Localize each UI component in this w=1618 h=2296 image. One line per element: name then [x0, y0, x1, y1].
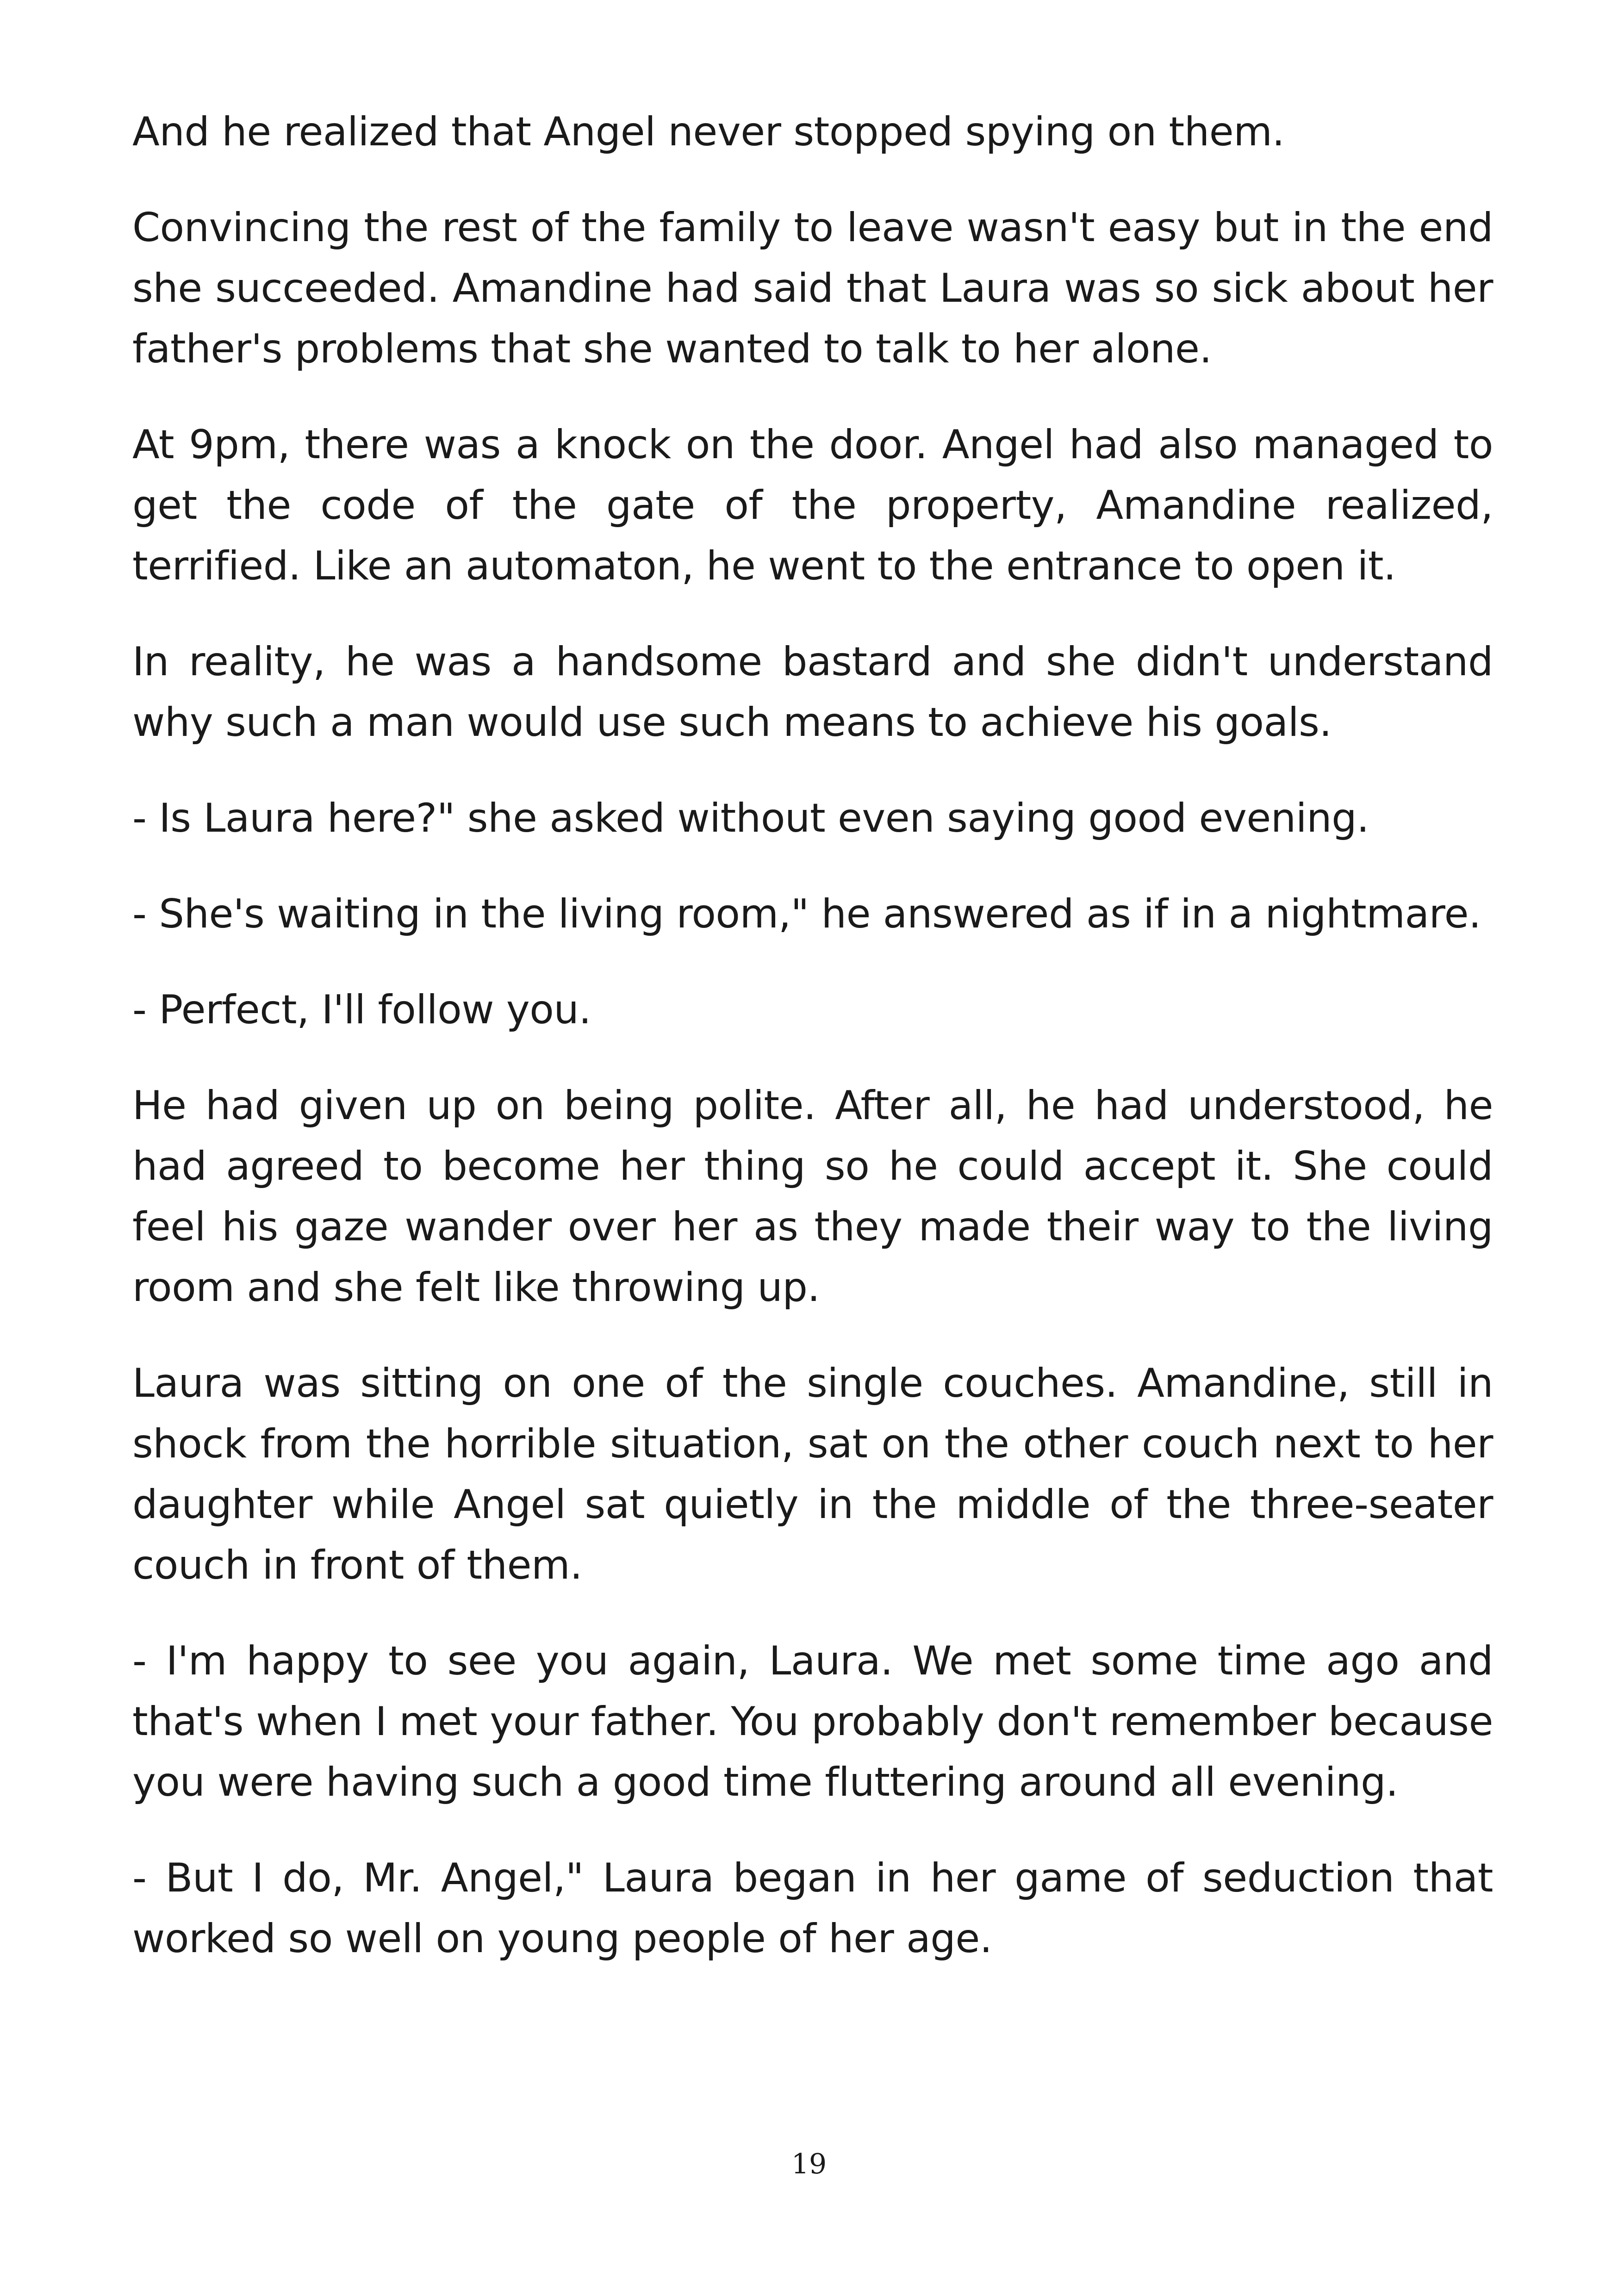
paragraph-5: - Is Laura here?" she asked without even saying good evening. [132, 795, 1369, 841]
paragraph-1: And he realized that Angel never stopped spying on them. [132, 109, 1285, 155]
paragraph-6: - She's waiting in the living room," he answered as if in a nightmare. [132, 891, 1481, 937]
page-number: 19 [791, 2148, 827, 2180]
paragraph-2: Convincing the rest of the family to leave wasn't easy but in the end she succeeded. Amandine had said that Laura was so sick about her father's problems that she wanted to talk to her alone. [132, 205, 1493, 372]
paragraph-10: - I'm happy to see you again, Laura. We met some time ago and that's when I met your father. You probably don't remember because you were having such a good time fluttering around all evening. [132, 1638, 1493, 1805]
paragraph-4: In reality, he was a handsome bastard and she didn't understand why such a man would use such means to achieve his goals. [132, 639, 1493, 746]
paragraph-8: He had given up on being polite. After all, he had understood, he had agreed to become her thing so he could accept it. She could feel his gaze wander over her as they made their way to the living room and she felt like throwing up. [132, 1083, 1493, 1311]
paragraph-7: - Perfect, I'll follow you. [132, 987, 591, 1033]
paragraph-9: Laura was sitting on one of the single couches. Amandine, still in shock from the horrible situation, sat on the other couch next to her daughter while Angel sat quietly in the middle of the three-seater couch in front of them. [132, 1360, 1493, 1588]
paragraph-11: - But I do, Mr. Angel," Laura began in her game of seduction that worked so well on young people of her age. [132, 1855, 1493, 1962]
paragraph-3: At 9pm, there was a knock on the door. Angel had also managed to get the code of the gate of the property, Amandine realized, terrified. Like an automaton, he went to the entrance to open it. [132, 422, 1493, 589]
page-body [132, 102, 1493, 2004]
